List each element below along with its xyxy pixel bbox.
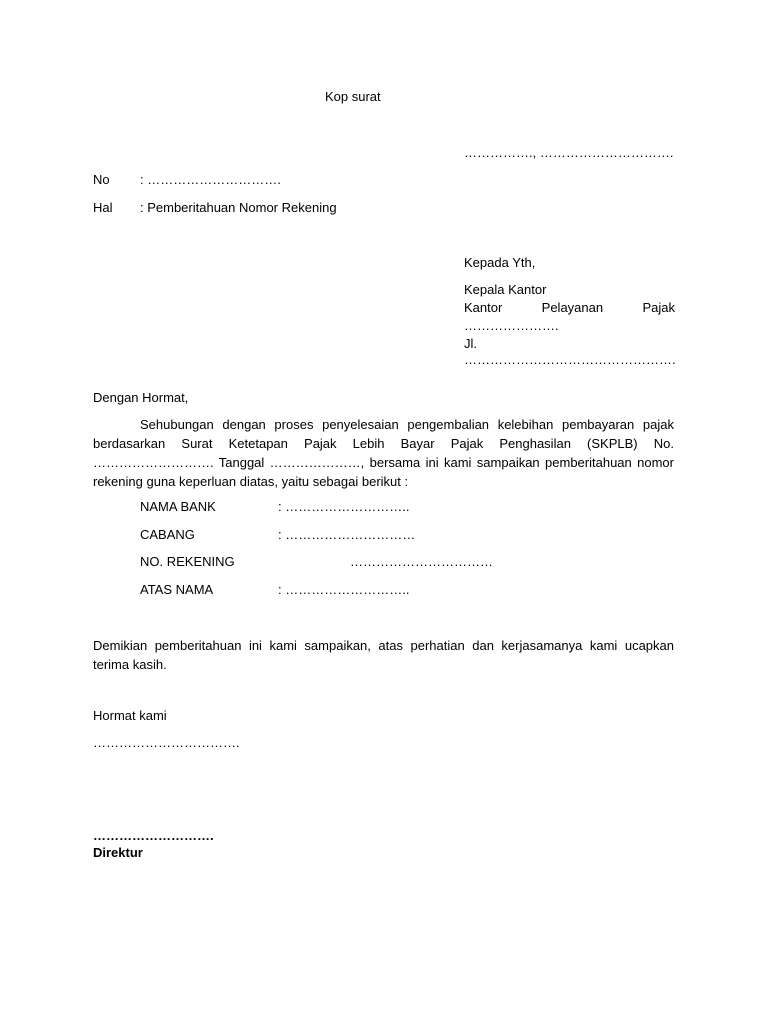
recipient-line-1: Kepala Kantor — [464, 282, 547, 297]
subject-value: : Pemberitahuan Nomor Rekening — [140, 200, 337, 215]
field-label: NO. REKENING — [140, 554, 235, 569]
body-paragraph: Sehubungan dengan proses penyelesaian pengembalian kelebihan pembayaran pajak berdasarkan Surat Ketetapan Pajak Lebih Bayar Pajak Penghasilan (SKPLB) No. ………………………. Tanggal …………………, bersama ini kami sampaikan pemberitahuan nomor rekening guna keperluan diatas, yaitu sebagai berikut : — [93, 417, 674, 489]
closing-paragraph: Demikian pemberitahuan ini kami sampaikan, atas perhatian dan kerjasamanya kami ucapkan terima kasih. — [93, 638, 674, 672]
number-value: : …………………………. — [140, 172, 281, 187]
field-value: …………………………… — [350, 554, 493, 569]
recipient-word-1: Kantor — [464, 300, 503, 315]
signatory-title: Direktur — [93, 845, 143, 860]
letterhead: Kop surat — [325, 89, 381, 104]
field-label: NAMA BANK — [140, 499, 216, 514]
field-value: : ……………………….. — [278, 582, 410, 597]
recipient-salutation: Kepada Yth, — [464, 255, 536, 270]
regards: Hormat kami — [93, 708, 167, 723]
field-label: CABANG — [140, 527, 195, 542]
field-label: ATAS NAMA — [140, 582, 214, 597]
greeting: Dengan Hormat, — [93, 390, 189, 405]
company-name: ……………………………. — [93, 735, 240, 750]
recipient-line-2 — [464, 300, 675, 316]
recipient-word-2: Pelayanan — [541, 300, 604, 315]
recipient-line-3: …………………. — [464, 318, 559, 333]
recipient-word-3: Pajak — [642, 300, 675, 315]
field-value: : ……………………….. — [278, 499, 410, 514]
date-place: ……………., …………………………. — [464, 145, 674, 160]
signatory-name: ………………………. — [93, 828, 214, 843]
number-label: No — [93, 172, 110, 187]
subject-label: Hal — [93, 200, 113, 215]
field-value: : ………………………… — [278, 527, 416, 542]
recipient-line-4: Jl. …………………………………………. — [464, 336, 676, 367]
